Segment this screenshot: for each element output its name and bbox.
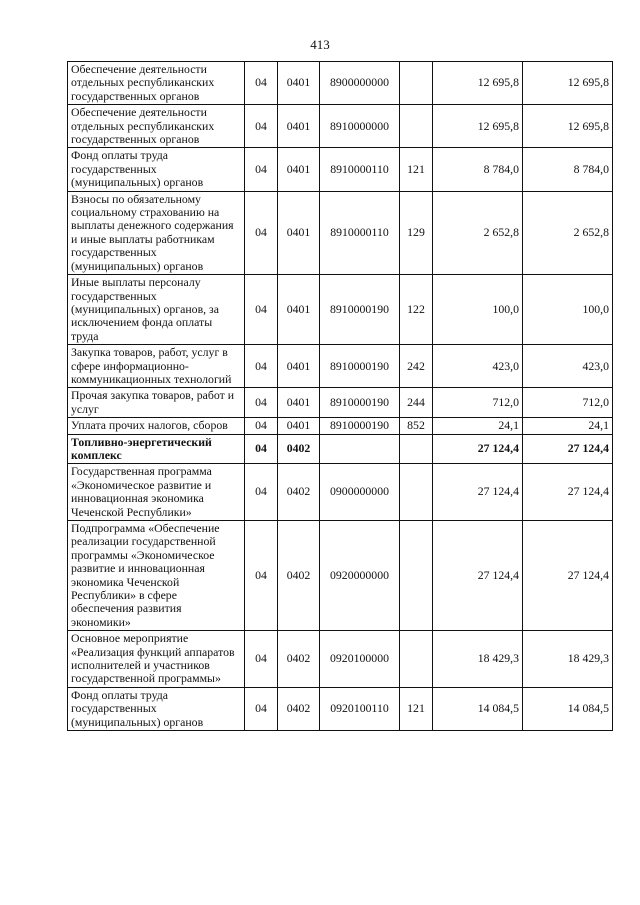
amount-year-1: 27 124,4 — [433, 521, 523, 631]
subsection-code: 0401 — [278, 105, 320, 148]
table-row — [68, 521, 613, 631]
target-article-code: 8910000190 — [320, 345, 400, 388]
target-article-code: 0900000000 — [320, 464, 400, 521]
budget-table-body — [68, 62, 613, 731]
amount-year-2: 712,0 — [523, 388, 613, 418]
expense-type-code — [400, 521, 433, 631]
target-article-code: 0920000000 — [320, 521, 400, 631]
amount-year-1: 12 695,8 — [433, 105, 523, 148]
subsection-code: 0401 — [278, 345, 320, 388]
table-row — [68, 464, 613, 521]
subsection-code: 0402 — [278, 434, 320, 464]
subsection-code: 0402 — [278, 521, 320, 631]
subsection-code: 0401 — [278, 275, 320, 345]
subsection-code: 0401 — [278, 388, 320, 418]
item-name: Взносы по обязательному социальному страхованию на выплаты денежного содержания и иные выплаты работникам государственных (муниципальных) органов — [68, 191, 245, 274]
table-row — [68, 148, 613, 191]
target-article-code: 8910000190 — [320, 388, 400, 418]
amount-year-1: 14 084,5 — [433, 687, 523, 730]
section-code: 04 — [245, 191, 278, 274]
subsection-code: 0402 — [278, 631, 320, 688]
section-code: 04 — [245, 62, 278, 105]
item-name: Топливно-энергетический комплекс — [68, 434, 245, 464]
section-code: 04 — [245, 148, 278, 191]
amount-year-1: 8 784,0 — [433, 148, 523, 191]
table-row — [68, 631, 613, 688]
section-code: 04 — [245, 464, 278, 521]
target-article-code: 8910000110 — [320, 191, 400, 274]
table-row — [68, 105, 613, 148]
item-name: Иные выплаты персоналу государственных (муниципальных) органов, за исключением фонда оплаты труда — [68, 275, 245, 345]
amount-year-1: 423,0 — [433, 345, 523, 388]
table-row — [68, 62, 613, 105]
table-row — [68, 418, 613, 434]
expense-type-code: 242 — [400, 345, 433, 388]
section-code: 04 — [245, 275, 278, 345]
expense-type-code — [400, 434, 433, 464]
table-row — [68, 434, 613, 464]
item-name: Закупка товаров, работ, услуг в сфере информационно-коммуникационных технологий — [68, 345, 245, 388]
table-row — [68, 275, 613, 345]
target-article-code: 0920100110 — [320, 687, 400, 730]
amount-year-2: 12 695,8 — [523, 62, 613, 105]
expense-type-code — [400, 62, 433, 105]
page-number: 413 — [310, 37, 330, 52]
amount-year-2: 12 695,8 — [523, 105, 613, 148]
target-article-code — [320, 434, 400, 464]
amount-year-1: 27 124,4 — [433, 464, 523, 521]
table-row — [68, 388, 613, 418]
amount-year-2: 18 429,3 — [523, 631, 613, 688]
target-article-code: 8900000000 — [320, 62, 400, 105]
target-article-code: 8910000190 — [320, 418, 400, 434]
subsection-code: 0401 — [278, 148, 320, 191]
amount-year-1: 27 124,4 — [433, 434, 523, 464]
expense-type-code: 122 — [400, 275, 433, 345]
item-name: Обеспечение деятельности отдельных республиканских государственных органов — [68, 105, 245, 148]
section-code: 04 — [245, 388, 278, 418]
table-row — [68, 687, 613, 730]
expense-type-code: 852 — [400, 418, 433, 434]
amount-year-1: 24,1 — [433, 418, 523, 434]
table-row — [68, 345, 613, 388]
target-article-code: 8910000000 — [320, 105, 400, 148]
amount-year-1: 100,0 — [433, 275, 523, 345]
expense-type-code: 121 — [400, 148, 433, 191]
amount-year-2: 24,1 — [523, 418, 613, 434]
amount-year-1: 12 695,8 — [433, 62, 523, 105]
subsection-code: 0401 — [278, 191, 320, 274]
amount-year-2: 27 124,4 — [523, 521, 613, 631]
item-name: Прочая закупка товаров, работ и услуг — [68, 388, 245, 418]
section-code: 04 — [245, 105, 278, 148]
expense-type-code: 129 — [400, 191, 433, 274]
item-name: Обеспечение деятельности отдельных республиканских государственных органов — [68, 62, 245, 105]
expense-type-code — [400, 631, 433, 688]
amount-year-2: 8 784,0 — [523, 148, 613, 191]
section-code: 04 — [245, 521, 278, 631]
expense-type-code — [400, 105, 433, 148]
section-code: 04 — [245, 345, 278, 388]
amount-year-2: 27 124,4 — [523, 464, 613, 521]
target-article-code: 8910000110 — [320, 148, 400, 191]
amount-year-1: 18 429,3 — [433, 631, 523, 688]
amount-year-2: 100,0 — [523, 275, 613, 345]
subsection-code: 0401 — [278, 62, 320, 105]
budget-table — [67, 61, 613, 731]
item-name: Основное мероприятие «Реализация функций аппаратов исполнителей и участников государственной программы» — [68, 631, 245, 688]
item-name: Фонд оплаты труда государственных (муниципальных) органов — [68, 687, 245, 730]
subsection-code: 0401 — [278, 418, 320, 434]
item-name: Уплата прочих налогов, сборов — [68, 418, 245, 434]
item-name: Фонд оплаты труда государственных (муниципальных) органов — [68, 148, 245, 191]
amount-year-2: 27 124,4 — [523, 434, 613, 464]
section-code: 04 — [245, 687, 278, 730]
amount-year-1: 2 652,8 — [433, 191, 523, 274]
section-code: 04 — [245, 631, 278, 688]
item-name: Подпрограмма «Обеспечение реализации государственной программы «Экономическое развитие и инновационная экономика Чеченской Республики» в сфере обеспечения развития экономики» — [68, 521, 245, 631]
amount-year-1: 712,0 — [433, 388, 523, 418]
subsection-code: 0402 — [278, 464, 320, 521]
amount-year-2: 2 652,8 — [523, 191, 613, 274]
amount-year-2: 14 084,5 — [523, 687, 613, 730]
amount-year-2: 423,0 — [523, 345, 613, 388]
target-article-code: 0920100000 — [320, 631, 400, 688]
subsection-code: 0402 — [278, 687, 320, 730]
table-row — [68, 191, 613, 274]
section-code: 04 — [245, 434, 278, 464]
expense-type-code — [400, 464, 433, 521]
section-code: 04 — [245, 418, 278, 434]
expense-type-code: 121 — [400, 687, 433, 730]
expense-type-code: 244 — [400, 388, 433, 418]
item-name: Государственная программа «Экономическое развитие и инновационная экономика Чеченской Республики» — [68, 464, 245, 521]
target-article-code: 8910000190 — [320, 275, 400, 345]
